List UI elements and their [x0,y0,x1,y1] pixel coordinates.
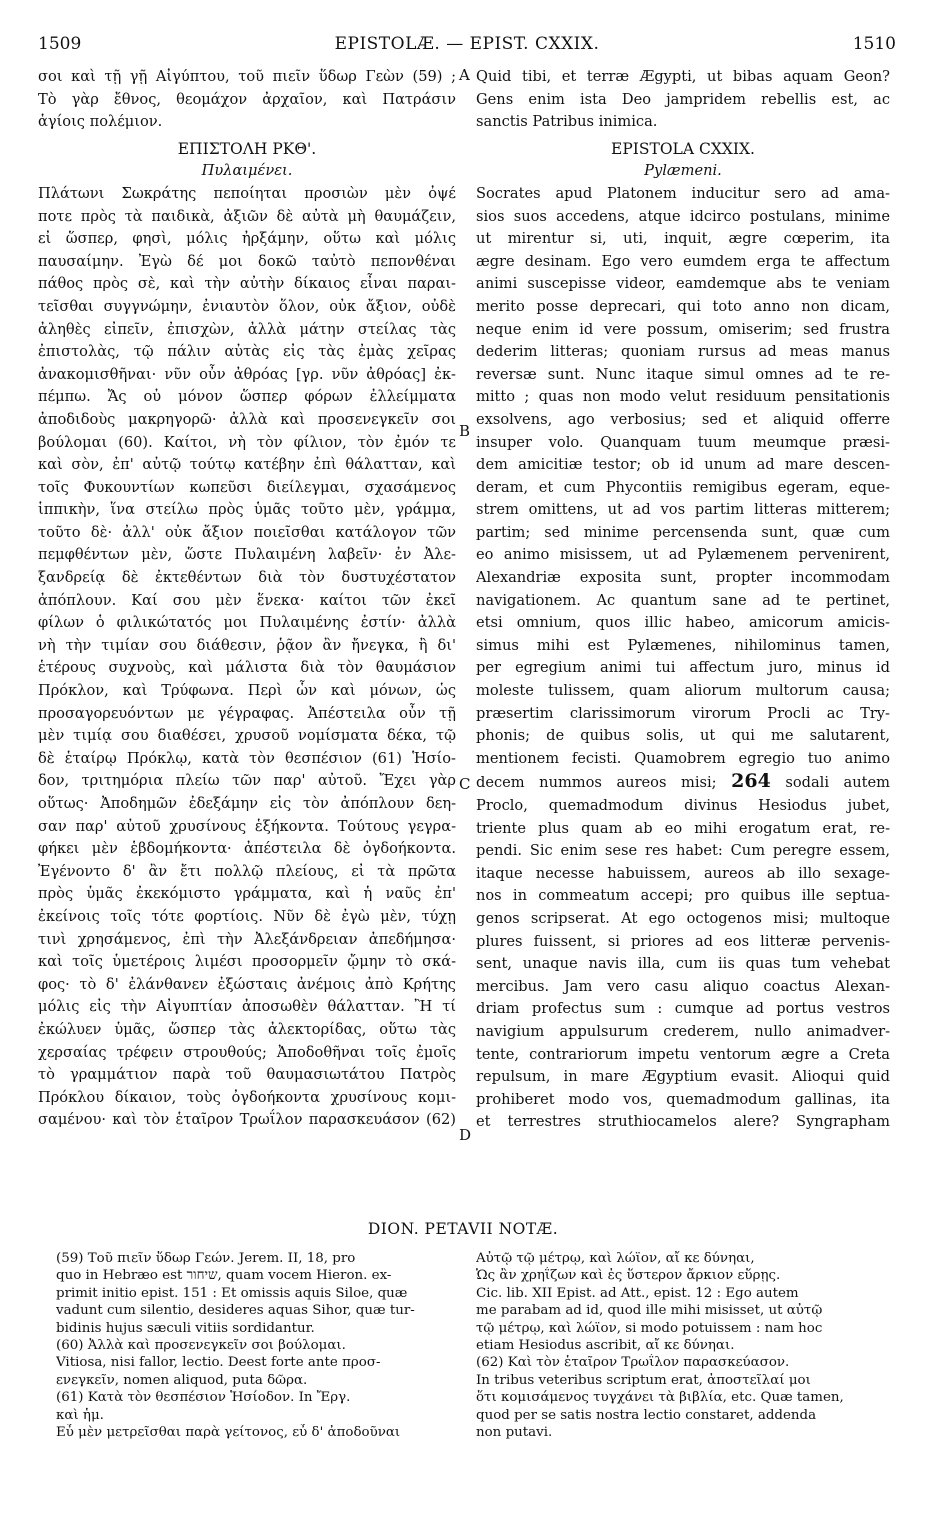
notes-left-column [56,1250,454,1441]
greek-body-line: ἀπόπλουν. Καί σου μὲν ἕνεκα· καίτοι τῶν ἐκεῖ [38,591,456,609]
latin-body-line: ægre desinam. Ego vero eumdem erga te affectum [476,252,890,270]
greek-body-line: ἀληθὲς εἰπεῖν, ἐπισχὼν, ἀλλὰ μάτην στείλας τὰς [38,320,456,338]
latin-body-line: et terrestres struthiocamelos alere? Syngrapham [476,1113,890,1131]
greek-body-line: δὲ ἑταίρῳ Πρόκλῳ, κατὰ τὸν θεσπέσιον (61) Ἡσίο- [38,749,456,767]
latin-body-line: merito posse deprecari, qui toto anno non dicam, [476,297,890,315]
latin-body-line: plures fuissent, si priores ad eos litteræ pervenis- [476,932,890,950]
latin-body-line: insuper volo. Quanquam tuum meumque præsi- [476,433,890,451]
note-line: vadunt cum silentio, desideres aquas Sihor, quæ tur- [56,1303,415,1319]
greek-body-line: πάθος πρὸς σὲ, καὶ τὴν αὐτὴν δίκαιος εἶναι παραι- [38,275,456,293]
latin-body-line: exsolvens, ago verbosius; sed et aliquid offerre [476,410,890,428]
greek-body-line: οὕτως· Ἀποδημῶν ἐδεξάμην εἰς τὸν ἀπόπλουν δεη- [38,795,456,812]
latin-body-line: pendi. Sic enim sese res habet: Cum peregre essem, [476,842,890,860]
note-line: Cic. lib. XII Epist. ad Att., epist. 12 : Ego autem [476,1285,799,1301]
page-number-left: 1509 [38,34,82,54]
latin-body-line: navigium appulsurum crederem, nullo animadver- [476,1022,890,1040]
greek-body-line: ποτε πρὸς τὰ παιδικὰ, ἀξιῶν δὲ αὐτὰ μὴ θαυμάζειν, [38,207,456,225]
greek-body-line: εἰ ὥσπερ, φησὶ, μόλις ἠρξάμην, οὕτω καὶ μόλις [38,230,456,248]
greek-body-line: φίλων ὁ φιλικώτατός μοι Πυλαιμένης ἐστίν· ἀλλὰ [38,614,456,632]
latin-body-line: ut mirentur si, uti, inquit, ægre cœperim, ita [476,230,890,248]
latin-body-line: phonis; de quibus solis, ut qui me salutarent, [476,727,890,745]
latin-body [476,183,890,1134]
latin-body-line: dederim litteras; quoniam rursus ad meas manus [476,343,890,361]
greek-body-line: ἐκώλυεν ὑμᾶς, ὥσπερ τὰς ἀλεκτορίδας, οὕτω τὰς [38,1020,456,1038]
greek-body-line: φήκει μὲν ἑβδομήκοντα· ἀπέστειλα δὲ ὀγδοήκοντα. [38,840,456,858]
note-line: me parabam ad id, quod ille mihi misisset, ut αὐτῷ [476,1303,823,1319]
latin-intro [476,66,890,134]
greek-body-line: πεμφθέντων μὲν, ὥστε Πυλαιμένη λαβεῖν· ἐν Ἀλε- [38,546,456,564]
greek-body-line: τοῖς Φυκουντίων κωπεῦσι διείλεγμαι, σχασάμενος [38,478,456,496]
greek-body-line: ξανδρείᾳ δὲ ἐκτεθέντων διὰ τὸν δυστυχέστατον [38,569,456,587]
note-line: (59) Τοῦ πιεῖν ὕδωρ Γεών. Jerem. II, 18, pro [56,1251,356,1266]
greek-intro-line: σοι καὶ τῇ γῇ Αἰγύπτου, τοῦ πιεῖν ὕδωρ Γεὼν (59) ; [38,68,456,85]
notes-right-column [476,1250,892,1441]
latin-body-line: per egregium animi tui affectum juro, minus id [476,659,890,677]
running-title: EPISTOLÆ. — EPIST. CXXIX. [334,34,600,54]
latin-body-line: Proclo, quemadmodum divinus Hesiodus jubet, [476,797,890,814]
greek-body-line: μόλις εἰς τὴν Αἰγυπτίαν ἀποσωθὲν θάλατταν. Ἢ τί [38,998,456,1016]
note-line: καὶ ἡμ. [56,1407,104,1423]
greek-body-line: φος· τὸ δ' ἐλάνθανεν ἐξώσταις ἀνέμοις ἀπὸ Κρήτης [38,975,456,993]
latin-intro-line: sanctis Patribus inimica. [476,113,658,131]
note-line: (61) Κατὰ τὸν θεσπέσιον Ἡσίοδον. In Ἔργ. [56,1390,351,1406]
latin-body-line: driam profectus sum : cumque ad portus vestros [476,1000,890,1018]
greek-body-line: καὶ σὸν, ἐπ' αὐτῷ τούτῳ κατέβην ἐπὶ θάλατταν, καὶ [38,456,456,474]
greek-body-line: χερσαίας τρέφειν στρουθούς; Ἀποδοθῆναι τοῖς ἐμοῖς [38,1043,456,1061]
latin-body-line: tente, contrariorum impetu ventorum ægre a Creta [476,1045,890,1063]
note-line: non putavi. [476,1425,553,1441]
latin-intro-line: Quid tibi, et terræ Ægypti, ut bibas aquam Geon? [476,68,890,85]
greek-body-line: τὸ γραμμάτιον παρὰ τοῦ θαυμασιωτάτου Πατρὸς [38,1066,456,1084]
note-line: quo in Hebræo est שיחור, quam vocem Hieron. ex- [56,1268,392,1284]
latin-body-line: etsi omnium, quos illic habeo, amicorum amicis- [476,614,890,632]
greek-intro-line: ἁγίοις πολέμιον. [38,113,163,131]
running-header [38,34,896,58]
greek-body-line: δον, τριτημόρια πλείω τῶν παρ' αὐτοῦ. Ἔχει γὰρ [38,772,456,790]
note-line: (62) Καὶ τὸν ἑταῖρον Τρωΐλον παρασκεύασον. [476,1355,790,1371]
greek-body-line: Πλάτωνι Σωκράτης πεποίηται προσιὼν μὲν ὀψέ [38,184,456,202]
greek-body-line: ἱππικὴν, ἵνα στείλω πρὸς ὑμᾶς τοῦτο μὲν, γράμμα, [38,501,456,519]
column-number-264: 264 [731,770,771,793]
latin-body-line: mentionem fecisti. Quamobrem egregio tuo animo [476,749,890,767]
latin-body-line: sent, unaque navis illa, cum iis quas tum vehebat [476,955,890,973]
latin-body-line: partim; sed minime percensenda sunt, quæ cum [476,523,890,541]
note-line: primit initio epist. 151 : Et omissis aquis Siloe, quæ [56,1285,408,1301]
latin-body-line: triente plus quam ab eo mihi erogatum erat, re- [476,819,890,837]
latin-body-line: præsertim clarissimorum virorum Procli ac Try- [476,704,890,722]
greek-body-line: Πρόκλον, καὶ Τρύφωνα. Περὶ ὧν καὶ μόνων, ὡς [38,682,456,700]
greek-body-line: ἀνακομισθῆναι· νῦν οὖν ἀθρόας [γρ. νῦν ἀθρόας] ἐκ- [38,365,456,383]
greek-intro-line: Τὸ γὰρ ἔθνος, θεομάχον ἀρχαῖον, καὶ Πατράσιν [38,90,456,108]
latin-body-line: Socrates apud Platonem inducitur sero ad ama- [476,184,890,202]
note-line: etiam Hesiodus ascribit, αἴ κε δύνηαι. [476,1338,735,1354]
latin-body-line: deram, et cum Phycontiis remigibus egeram, eque- [476,478,890,496]
latin-body-line: sios suos accedens, atque idcirco postulans, minime [476,207,890,225]
greek-body-line: ἀποδιδοὺς μακρηγορῶ· ἀλλὰ καὶ προσενεγκεῖν σοι [38,410,456,428]
greek-body-line: τινὶ χρησάμενος, ἐπὶ τὴν Ἀλεξάνδρειαν ἀπεδήμησα· [38,930,456,948]
greek-body-line: βούλομαι (60). Καίτοι, νὴ τὸν φίλιον, τὸν ἐμόν τε [38,433,456,451]
note-line: Αὐτῷ τῷ μέτρῳ, καὶ λώϊον, αἴ κε δύνηαι, [476,1251,755,1266]
latin-body-line: eo animo misissem, ut ad Pylæmenem pervenirent, [476,546,890,564]
latin-column [476,66,890,1134]
greek-body-line: νὴ τὴν τιμίαν σου διάθεσιν, ῥᾷον ἂν ἤνεγκα, ἢ δι' [38,636,456,654]
note-line: quod per se satis nostra lectio constaret, addenda [476,1407,817,1423]
latin-body-line: repulsum, in mare Ægyptium evasit. Alioqui quid [476,1068,890,1086]
latin-body-line: prohiberet modo vos, quemadmodum gallinas, ita [476,1090,890,1108]
greek-letter-title: ΕΠΙΣΤΟΛΗ ΡΚΘ'. [177,139,317,158]
latin-body-line: simus mihi est Pylæmenes, nihilominus tamen, [476,636,890,654]
margin-marker-d: D [459,1126,472,1144]
greek-body-line: παυσαίμην. Ἐγὼ δέ μοι δοκῶ ταὐτὸ πεπονθέναι [38,252,456,270]
greek-body-line: σαμένου· καὶ τὸν ἑταῖρον Τρωΐλον παρασκευάσον (62) [38,1111,456,1129]
latin-intro-line: Gens enim ista Deo jampridem rebellis est, ac [476,90,890,108]
latin-body-line: reversæ sunt. Nunc itaque simul omnes ad te re- [476,365,890,383]
greek-body-line: Ἐγένοντο δ' ἂν ἔτι πολλῷ πλείους, εἰ τὰ πρῶτα [38,862,456,880]
latin-body-line: strem omittens, ut ad vos partim litteras mitterem; [476,501,890,519]
notes-title: DION. PETAVII NOTÆ. [367,1220,559,1238]
note-line: (60) Ἀλλὰ καὶ προσενεγκεῖν σοι βούλομαι. [56,1338,346,1354]
greek-body-line: ἐπιστολὰς, τῷ πάλιν αὐτὰς εἰς τὰς ἐμὰς χεῖρας [38,343,456,361]
latin-body-line: neque enim id vere possum, omiserim; sed frustra [476,320,890,338]
note-line: ὅτι κομισάμενος τυγχάνει τὰ βιβλία, etc. Quæ tamen, [476,1390,844,1406]
greek-body-line: Πρόκλου δίκαιον, τοὺς ὀγδοήκοντα χρυσίνους κομι- [38,1088,456,1106]
latin-body-line: decem nummos aureos misi; 264 sodali autem [476,770,890,793]
latin-letter-addressee: Pylæmeni. [644,162,722,180]
greek-body-line: προσαγορευόντων με γέγραφας. Ἀπέστειλα οὖν τῇ [38,704,456,722]
note-line: In tribus veteribus scriptum erat, ἀποστεῖλαί μοι [476,1372,811,1388]
note-line: Ὡς ἂν χρηΐζων καὶ ἐς ὕστερον ἄρκιον εὕρῃς. [476,1268,781,1284]
latin-body-line: nos in commeatum accepi; pro quibus ille septua- [476,887,890,905]
note-line: Εὖ μὲν μετρεῖσθαι παρὰ γείτονος, εὖ δ' ἀποδοῦναι [56,1425,401,1441]
greek-body-line: ἐκείνοις τοῖς τότε φορτίοις. Νῦν δὲ ἐγὼ μὲν, τύχῃ [38,907,456,925]
greek-body-line: ἑτέρους συχνοὺς, καὶ μάλιστα διὰ τὸν θαυμάσιον [38,659,456,677]
note-line: τῷ μέτρῳ, καὶ λώϊον, si modo potuissem : nam hoc [476,1320,823,1336]
latin-body-line: genos scripserat. At ego octogenos misi; multoque [476,909,890,927]
note-line: bidinis hujus sæculi vitiis sordidantur. [56,1320,315,1336]
margin-marker-b: B [459,422,471,440]
latin-body-line: moleste tulissem, quam aliorum multorum causa; [476,682,890,700]
margin-marker-a: A [459,66,470,84]
latin-body-line: dem amicitiæ testor; ob id unum ad mare descen- [476,456,890,474]
greek-intro [38,66,456,134]
greek-column [38,66,456,1132]
latin-body-line: mercibus. Jam vero casu aliquo coactus Alexan- [476,977,890,995]
latin-body-line: itaque necesse habuissem, aureos ab illo sexage- [476,864,890,882]
greek-body-line: πρὸς ὑμᾶς ἐκεκόμιστο γράμματα, καὶ ἡ ναῦς ἐπ' [38,885,456,903]
latin-letter-title: EPISTOLA CXXIX. [611,139,755,158]
greek-body-line: μὲν τιμίᾳ σου διαθέσει, χρυσοῦ νομίσματα δέκα, τῷ [38,727,456,745]
greek-body-line: πέμπω. Ἄς οὐ μόνον ὥσπερ φόρων ἐλλείμματα [38,388,456,406]
latin-body-line: mitto ; quas non modo velut residuum pensitationis [476,388,890,406]
latin-body-line: Alexandriæ exposita sunt, propter incommodam [476,569,890,587]
greek-body [38,183,456,1132]
greek-body-line: τοῦτο δὲ· ἀλλ' οὐκ ἄξιον ποιεῖσθαι κατάλογον τῶν [38,523,456,541]
greek-letter-addressee: Πυλαιμένει. [201,162,293,180]
margin-marker-c: C [459,775,471,793]
greek-body-line: τεῖσθαι συγγνώμην, ἐνιαυτὸν ὅλον, οὐκ ἄξιον, οὐδὲ [38,297,456,315]
latin-body-line: animi suscepisse videor, eamdemque abs te veniam [476,275,890,293]
page-number-right: 1510 [852,34,896,54]
note-line: Vitiosa, nisi fallor, lectio. Deest forte ante προσ- [56,1355,381,1371]
greek-body-line: καὶ τοῖς ὑμετέροις λιμέσι προσορμεῖν ᾤμην τὸ σκά- [38,953,456,971]
latin-body-line: navigationem. Ac quantum sane ad te pertinet, [476,591,890,609]
greek-body-line: σαν παρ' αὐτοῦ χρυσίνους ἑξήκοντα. Τούτους γεγρα- [38,817,456,835]
note-line: ενεγκεῖν, nomen aliquod, puta δῶρα. [56,1372,308,1388]
